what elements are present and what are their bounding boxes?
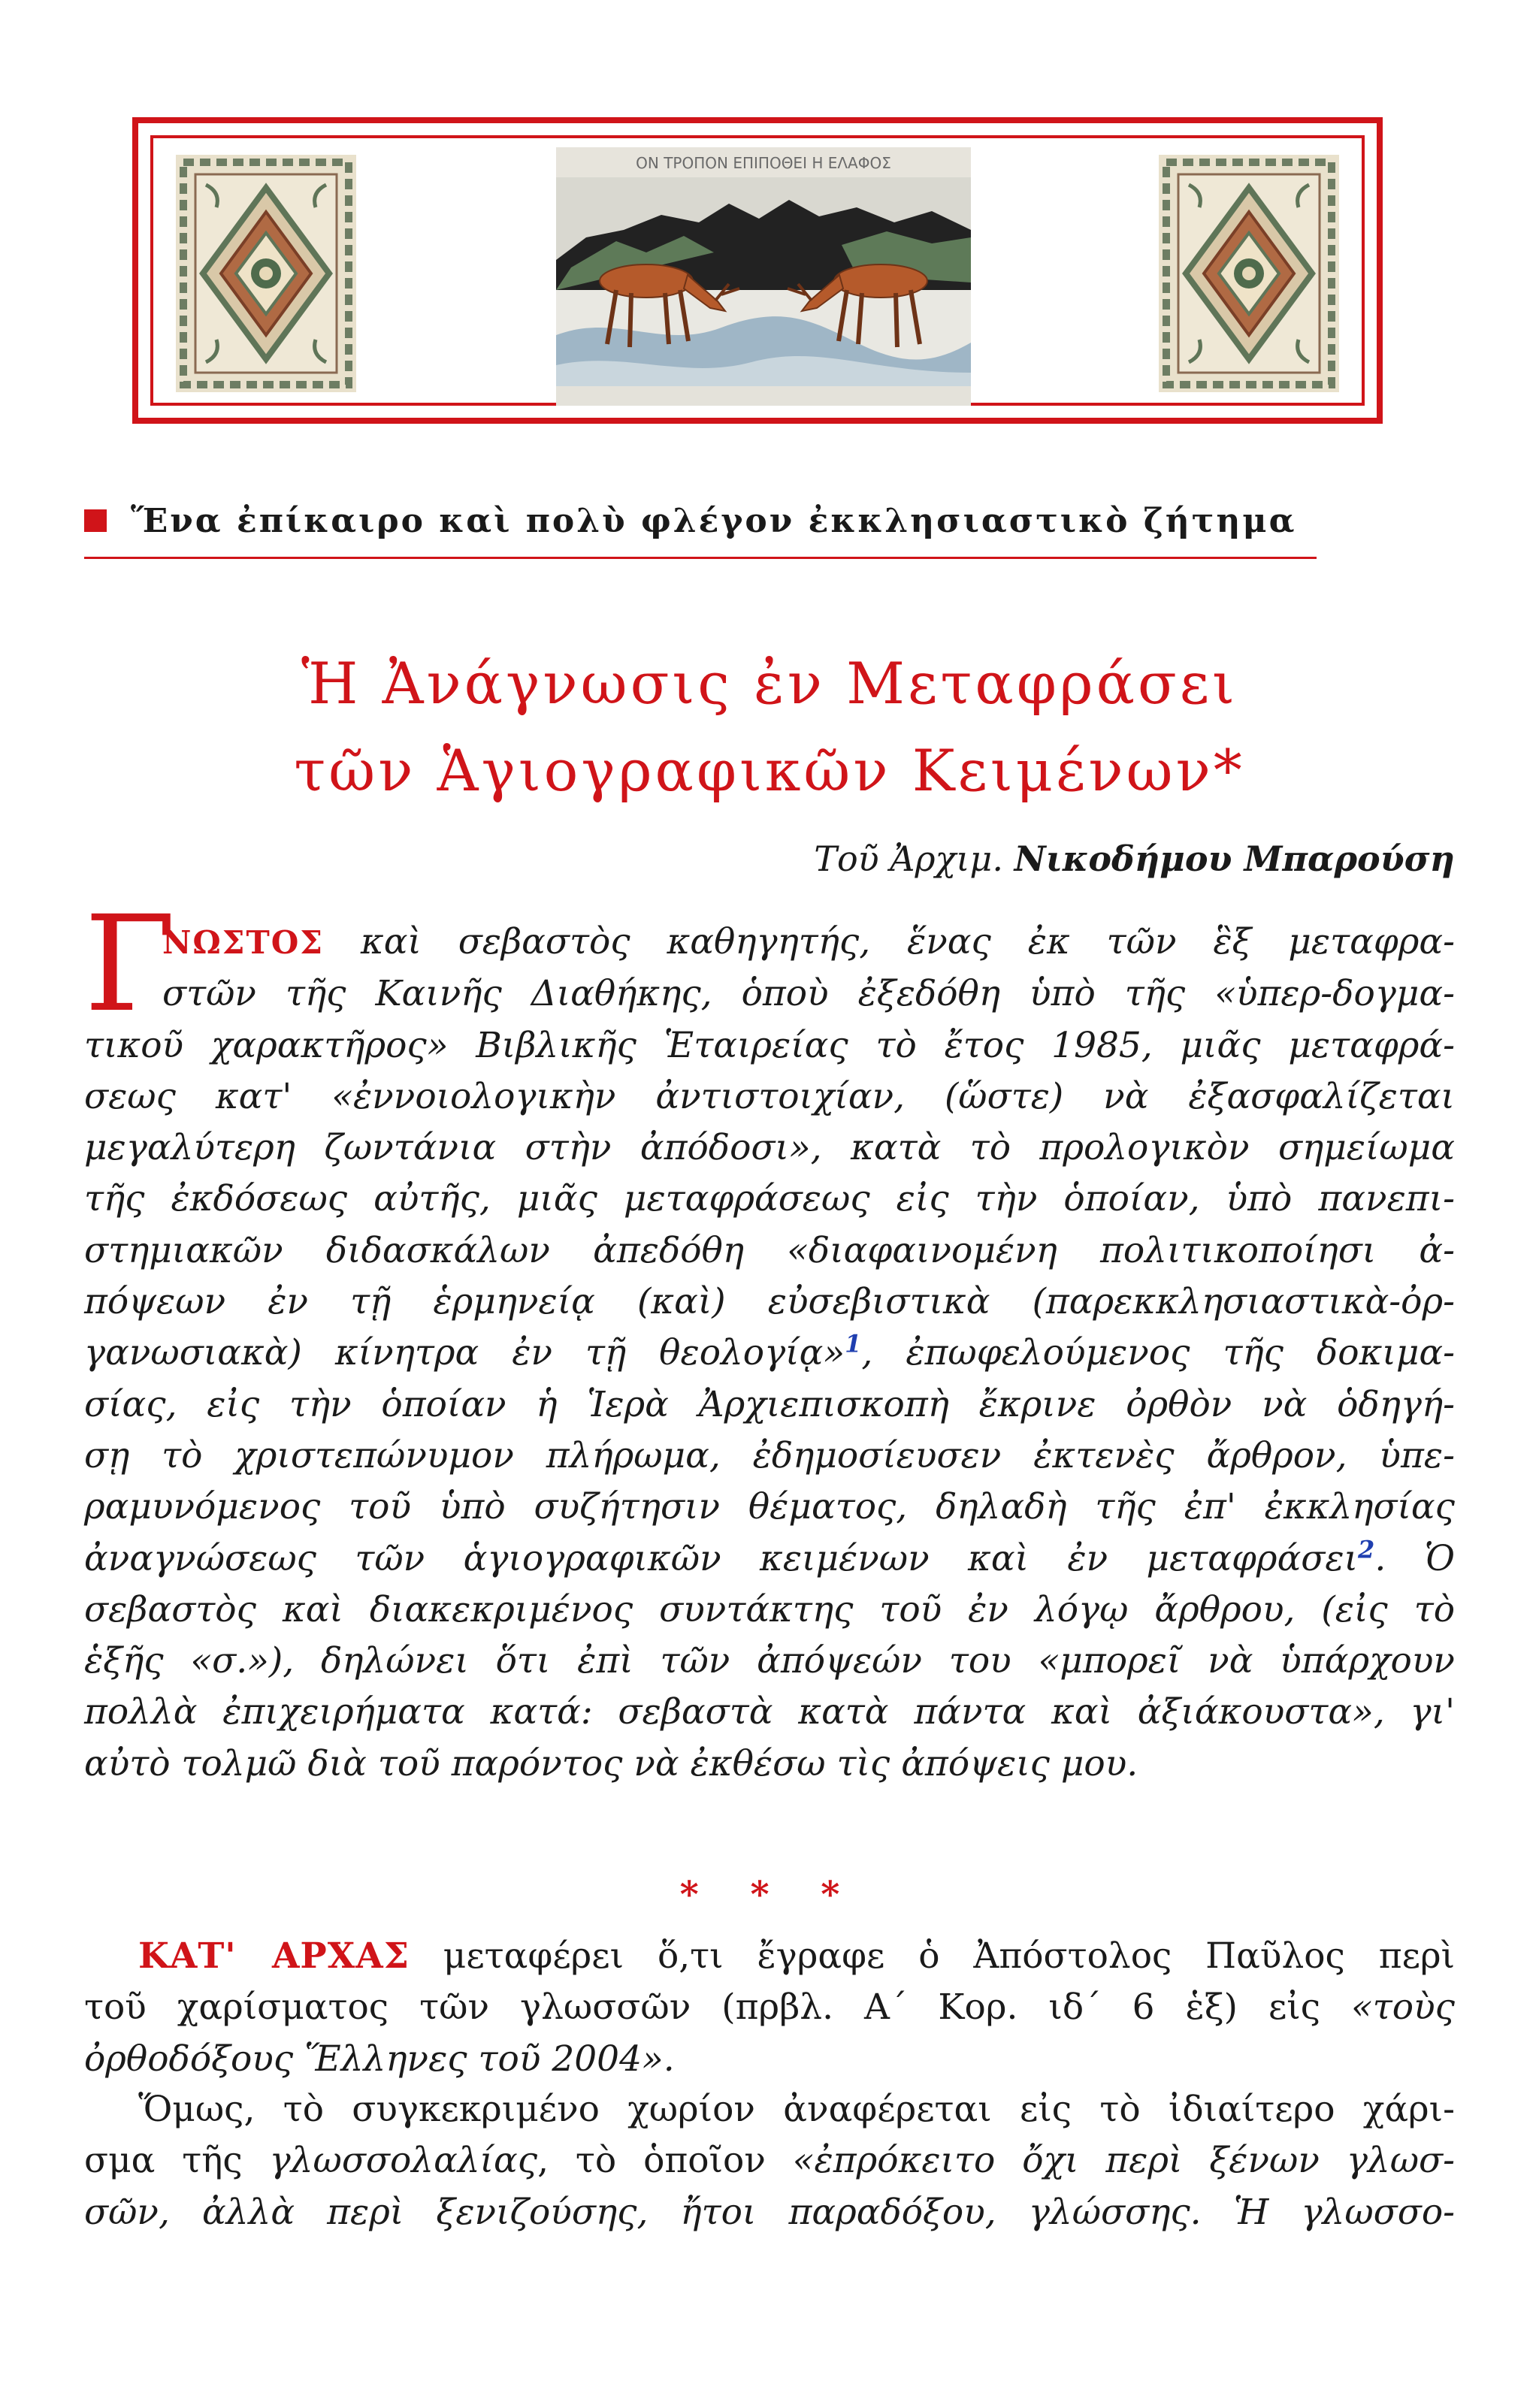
text-fragment: . Ὁ	[1374, 1537, 1455, 1579]
text-fragment: τοῦ χαρίσματος τῶν γλωσσῶν (πρβλ. Α΄ Κορ. ιδ΄ 6 ἑξ) εἰς	[84, 1987, 1352, 2029]
text-line: μεγαλύτερη ζωντάνια στὴν ἀπόδοσι», κατὰ τὸ προλογικὸν σημείωμα	[84, 1127, 1455, 1169]
text-line: σεβαστὸς καὶ διακεκριμένος συντάκτης τοῦ ἐν λόγῳ ἄρθρου, (εἰς τὸ	[84, 1588, 1455, 1630]
footnote-ref-1[interactable]: 1	[845, 1329, 862, 1358]
section-header	[84, 499, 1317, 559]
text-fragment: γανωσιακὰ) κίνητρα ἐν τῇ θεολογίᾳ»	[84, 1332, 845, 1374]
text-line: ἑξῆς «σ.»), δηλώνει ὅτι ἐπὶ τῶν ἀπόψεών του «μπορεῖ νὰ ὑπάρχουν	[84, 1640, 1455, 1682]
article-title-line-2: τῶν Ἁγιογραφικῶν Κειμένων*	[294, 737, 1245, 804]
text-line	[84, 1982, 1455, 2033]
article-title	[84, 640, 1455, 814]
text-line: πολλὰ ἐπιχειρήματα κατά: σεβαστὰ κατὰ πάντα καὶ ἀξιάκουστα», γι'	[84, 1691, 1455, 1733]
author-name: Νικοδήμου Μπαρούση	[1014, 838, 1455, 879]
text-line: σῃ τὸ χριστεπώνυμον πλήρωμα, ἐδημοσίευσεν ἐκτενὲς ἄρθρον, ὑπε-	[84, 1434, 1455, 1476]
text-line: τῆς ἐκδόσεως αὐτῆς, μιᾶς μεταφράσεως εἰς τὴν ὁποίαν, ὑπὸ πανεπι-	[84, 1178, 1455, 1220]
mosaic-tile-right	[1159, 155, 1339, 392]
section-marker-square	[84, 509, 107, 532]
paragraph-2	[84, 1931, 1455, 2085]
banner-inner-frame	[150, 135, 1365, 406]
paragraph-3	[84, 2084, 1455, 2238]
section-header-text: Ἕνα ἐπίκαιρο καὶ πολὺ φλέγον ἐκκλησιαστικὸ ζήτημα	[131, 502, 1297, 540]
text-line: τικοῦ χαρακτῆρος» Βιβλικῆς Ἑταιρείας τὸ ἔτος 1985, μιᾶς μεταφρά-	[84, 1024, 1455, 1066]
mosaic-tile-left	[176, 155, 356, 392]
lead-word: ΝΩΣΤΟΣ	[162, 924, 325, 961]
author-byline	[814, 832, 1455, 885]
text-line: στημιακῶν διδασκάλων ἀπεδόθη «διαφαινομένη πολιτικοποίησι ἀ-	[84, 1229, 1455, 1271]
text-line: σίας, εἰς τὴν ὁποίαν ἡ Ἱερὰ Ἀρχιεπισκοπὴ ἔκρινε ὀρθὸν νὰ ὁδηγή-	[84, 1383, 1455, 1425]
author-prefix: Τοῦ Ἀρχιμ.	[814, 838, 1003, 879]
text-line: πόψεων ἐν τῇ ἑρμηνείᾳ (καὶ) εὐσεβιστικὰ (παρεκκλησιαστικὰ-ὀρ-	[84, 1281, 1455, 1323]
mosaic-inscription: ΟΝ ΤΡΟΠΟΝ ΕΠΙΠΟΘΕΙ Η ΕΛΑΦΟΣ	[636, 154, 891, 172]
intro-paragraph	[84, 917, 1455, 1790]
mosaic-pattern-left	[176, 155, 356, 392]
mosaic-pattern-right	[1159, 155, 1339, 392]
text-line	[84, 1328, 1455, 1379]
text-fragment: , τὸ ὁποῖον	[537, 2140, 793, 2182]
footnote-ref-2[interactable]: 2	[1358, 1534, 1375, 1564]
text-line: στῶν τῆς Καινῆς Διαθήκης, ὁποὺ ἐξεδόθη ὑπὸ τῆς «ὑπερ-δογμα-	[162, 973, 1455, 1015]
deer-mosaic-illustration	[556, 147, 971, 406]
deer-mosaic-scene	[556, 147, 971, 406]
article-title-line-1: Ἡ Ἀνάγνωσις ἐν Μεταφράσει	[301, 650, 1238, 717]
text-fragment: σμα τῆς	[84, 2140, 270, 2182]
text-line: σεως κατ' «ἐννοιολογικὴν ἀντιστοιχίαν, (ὥστε) νὰ ἐξασφαλίζεται	[84, 1075, 1455, 1117]
text-line: Ὅμως, τὸ συγκεκριμένο χωρίον ἀναφέρεται εἰς τὸ ἰδιαίτερο χάρι-	[138, 2089, 1455, 2130]
text-fragment: μεταφέρει ὅ,τι ἔγραφε ὁ Ἀπόστολος Παῦλος περὶ	[409, 1935, 1456, 1977]
text-line	[84, 1533, 1455, 1585]
text-line: ραμυνόμενος τοῦ ὑπὸ συζήτησιν θέματος, δηλαδὴ τῆς ἐπ' ἐκκλησίας	[84, 1486, 1455, 1528]
section-separator: * * *	[679, 1874, 860, 1916]
text-line: αὐτὸ τολμῶ διὰ τοῦ παρόντος νὰ ἐκθέσω τὶς ἀπόψεις μου.	[84, 1742, 1138, 1784]
text-fragment: «τοὺς	[1351, 1987, 1455, 2029]
text-line	[84, 2135, 1455, 2186]
text-line	[84, 917, 1455, 968]
lead-phrase: ΚΑΤ' ΑΡΧΑΣ	[138, 1935, 410, 1977]
text-line: σῶν, ἀλλὰ περὶ ξενιζούσης, ἤτοι παραδόξου, γλώσσης. Ἡ γλωσσο-	[84, 2191, 1455, 2233]
text-fragment: , ἐπωφελούμενος τῆς δοκιμα-	[861, 1332, 1455, 1374]
text-fragment: ἀναγνώσεως τῶν ἁγιογραφικῶν κειμένων καὶ ἐν μεταφράσει	[84, 1537, 1359, 1579]
banner-frame	[132, 117, 1383, 424]
text-fragment: γλωσσολαλίας	[269, 2140, 538, 2182]
text-line: ὀρθοδόξους Ἕλληνες τοῦ 2004».	[84, 2038, 675, 2080]
text-line	[84, 1931, 1455, 1982]
drop-cap: Γ	[84, 887, 177, 1041]
text-fragment: «ἐπρόκειτο ὄχι περὶ ξένων γλωσ-	[792, 2140, 1455, 2182]
text-fragment: καὶ σεβαστὸς καθηγητής, ἕνας ἐκ τῶν ἓξ μεταφρα-	[324, 921, 1455, 962]
